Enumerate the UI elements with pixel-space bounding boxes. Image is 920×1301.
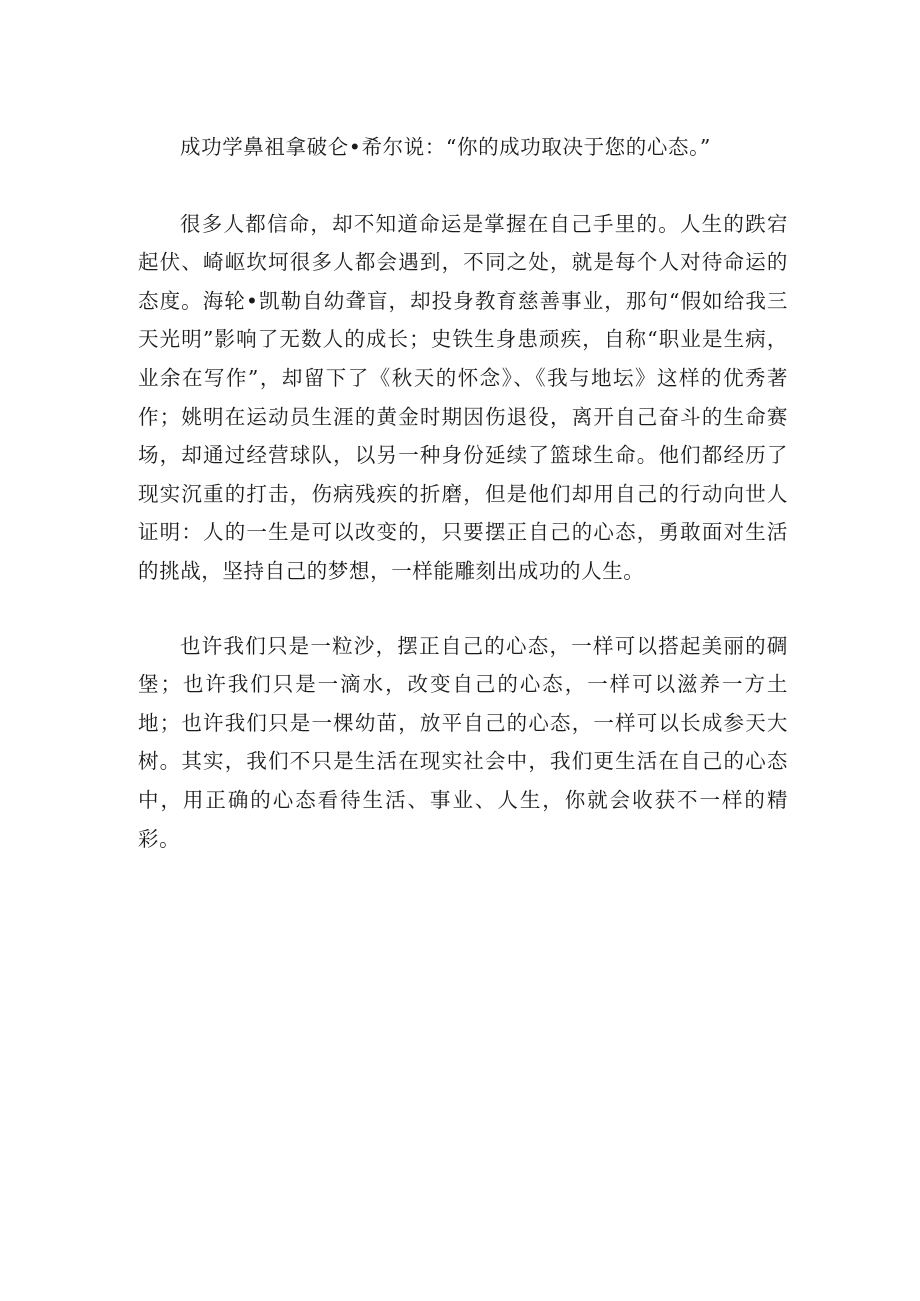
examples-paragraph: 很多人都信命，却不知道命运是掌握在自己手里的。人生的跌宕起伏、崎岖坎坷很多人都会遇到，不同之处，就是每个人对待命运的态度。海轮•凯勒自幼聋盲，却投身教育慈善事业，那句“假如给我三天光明”影响了无数人的成长；史铁生身患顽疾，自称“职业是生病，业余在写作”，却留下了《秋天的怀念》、《我与地坛》这样的优秀著作；姚明在运动员生涯的黄金时期因伤退役，离开自己奋斗的生命赛场，却通过经营球队，以另一种身份延续了篮球生命。他们都经历了现实沉重的打击，伤病残疾的折磨，但是他们却用自己的行动向世人证明：人的一生是可以改变的，只要摆正自己的心态，勇敢面对生活的挑战，坚持自己的梦想，一样能雕刻出成功的人生。 [138, 211, 788, 583]
conclusion-paragraph: 也许我们只是一粒沙，摆正自己的心态，一样可以搭起美丽的碉堡；也许我们只是一滴水，改变自己的心态，一样可以滋养一方土地；也许我们只是一棵幼苗，放平自己的心态，一样可以长成参天大树。其实，我们不只是生活在现实社会中，我们更生活在自己的心态中，用正确的心态看待生活、事业、人生，你就会收获不一样的精彩。 [138, 633, 788, 851]
quote-paragraph: 成功学鼻祖拿破仑•希尔说：“你的成功取决于您的心态。” [180, 135, 712, 159]
document-body [138, 128, 788, 858]
